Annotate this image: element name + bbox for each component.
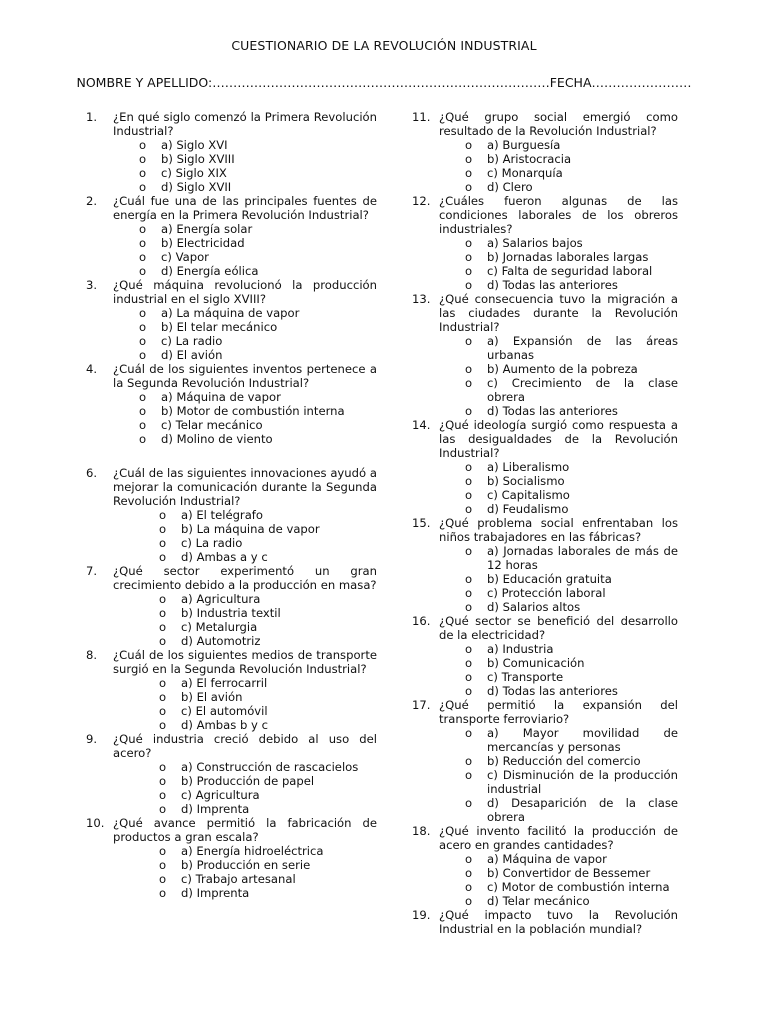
question-item	[412, 908, 678, 936]
bullet-icon: o	[159, 858, 167, 872]
bullet-icon: o	[139, 306, 147, 320]
answer-option	[439, 586, 678, 600]
option-text: c) Transporte	[487, 670, 564, 684]
bullet-icon: o	[465, 880, 473, 894]
option-text: a) La máquina de vapor	[161, 306, 300, 320]
question-text: ¿Qué impacto tuvo la Revolución Industrial en la población mundial?	[439, 908, 678, 936]
option-text: d) Imprenta	[181, 886, 250, 900]
answer-option	[113, 634, 377, 648]
answer-option	[113, 306, 377, 320]
answer-option	[439, 502, 678, 516]
option-text: d) Automotriz	[181, 634, 261, 648]
answer-option	[439, 880, 678, 894]
question-number: 14.	[412, 418, 431, 432]
bullet-icon: o	[139, 432, 147, 446]
option-text: d) Telar mecánico	[487, 894, 590, 908]
option-text: a) Máquina de vapor	[161, 390, 281, 404]
question-text: ¿Cuál de los siguientes inventos pertenece a la Segunda Revolución Industrial?	[113, 362, 377, 390]
bullet-icon: o	[465, 894, 473, 908]
bullet-icon: o	[159, 592, 167, 606]
answer-options	[439, 334, 678, 418]
name-date-line: NOMBRE Y APELLIDO:………………………………………………………………………FECHA……………………	[76, 75, 692, 90]
question-number: 13.	[412, 292, 431, 306]
answer-option	[113, 844, 377, 858]
answer-option	[439, 250, 678, 264]
question-text: ¿Qué problema social enfrentaban los niños trabajadores en las fábricas?	[439, 516, 678, 544]
question-item	[412, 418, 678, 516]
option-text: c) Disminución de la producción industrial	[487, 768, 678, 796]
question-item	[412, 614, 678, 698]
option-text: b) Electricidad	[161, 236, 245, 250]
question-number: 15.	[412, 516, 431, 530]
option-text: c) Vapor	[161, 250, 209, 264]
question-number: 8.	[86, 648, 98, 662]
question-number: 12.	[412, 194, 431, 208]
question-number: 3.	[86, 278, 98, 292]
option-text: a) Máquina de vapor	[487, 852, 607, 866]
answer-option	[113, 718, 377, 732]
question-number: 7.	[86, 564, 98, 578]
option-text: c) La radio	[181, 536, 243, 550]
bullet-icon: o	[139, 180, 147, 194]
question-item	[86, 564, 377, 648]
answer-options	[113, 592, 377, 648]
option-text: d) Todas las anteriores	[487, 684, 618, 698]
answer-options	[439, 642, 678, 698]
question-item	[412, 824, 678, 908]
answer-option	[113, 774, 377, 788]
question-number: 4.	[86, 362, 98, 376]
answer-option	[439, 474, 678, 488]
answer-option	[113, 508, 377, 522]
answer-option	[439, 264, 678, 278]
bullet-icon: o	[159, 704, 167, 718]
option-text: a) Mayor movilidad de mercancías y personas	[487, 726, 678, 754]
option-text: b) Jornadas laborales largas	[487, 250, 649, 264]
option-text: d) Siglo XVII	[161, 180, 232, 194]
option-text: a) Expansión de las áreas urbanas	[487, 334, 678, 362]
bullet-icon: o	[465, 278, 473, 292]
answer-option	[113, 788, 377, 802]
answer-option	[113, 606, 377, 620]
left-question-column	[86, 110, 377, 900]
answer-options	[113, 760, 377, 816]
question-item	[86, 816, 377, 900]
option-text: a) Liberalismo	[487, 460, 570, 474]
answer-option	[439, 572, 678, 586]
question-item	[86, 732, 377, 816]
answer-option	[113, 872, 377, 886]
bullet-icon: o	[465, 642, 473, 656]
option-text: d) Todas las anteriores	[487, 278, 618, 292]
option-text: b) Producción en serie	[181, 858, 311, 872]
option-text: d) Molino de viento	[161, 432, 273, 446]
bullet-icon: o	[465, 264, 473, 278]
answer-options	[439, 852, 678, 908]
option-text: a) Industria	[487, 642, 554, 656]
option-text: d) Desaparición de la clase obrera	[487, 796, 678, 824]
bullet-icon: o	[465, 572, 473, 586]
answer-option	[113, 404, 377, 418]
answer-option	[439, 166, 678, 180]
bullet-icon: o	[465, 404, 473, 418]
answer-option	[439, 866, 678, 880]
bullet-icon: o	[139, 418, 147, 432]
option-text: b) Socialismo	[487, 474, 565, 488]
answer-option	[113, 152, 377, 166]
question-item	[86, 648, 377, 732]
answer-option	[113, 760, 377, 774]
answer-option	[439, 600, 678, 614]
answer-option	[113, 180, 377, 194]
option-text: c) La radio	[161, 334, 223, 348]
bullet-icon: o	[139, 264, 147, 278]
option-text: b) Siglo XVIII	[161, 152, 235, 166]
answer-option	[439, 684, 678, 698]
answer-option	[439, 544, 678, 572]
option-text: d) El avión	[161, 348, 223, 362]
answer-option	[439, 138, 678, 152]
answer-option	[113, 264, 377, 278]
answer-option	[113, 550, 377, 564]
option-text: c) Crecimiento de la clase obrera	[487, 376, 678, 404]
bullet-icon: o	[465, 670, 473, 684]
option-text: b) Aristocracia	[487, 152, 572, 166]
bullet-icon: o	[465, 544, 473, 558]
bullet-icon: o	[465, 166, 473, 180]
answer-option	[113, 222, 377, 236]
bullet-icon: o	[159, 886, 167, 900]
question-text: ¿Cuál fue una de las principales fuentes de energía en la Primera Revolución Industrial?	[113, 194, 377, 222]
option-text: a) Agricultura	[181, 592, 261, 606]
answer-option	[113, 886, 377, 900]
option-text: a) Salarios bajos	[487, 236, 583, 250]
question-text: ¿En qué siglo comenzó la Primera Revolución Industrial?	[113, 110, 377, 138]
option-text: a) Energía hidroeléctrica	[181, 844, 324, 858]
answer-option	[113, 690, 377, 704]
answer-option	[113, 348, 377, 362]
bullet-icon: o	[465, 796, 473, 810]
bullet-icon: o	[465, 460, 473, 474]
answer-option	[113, 802, 377, 816]
answer-option	[439, 180, 678, 194]
page-title: CUESTIONARIO DE LA REVOLUCIÓN INDUSTRIAL	[231, 38, 537, 53]
answer-option	[439, 726, 678, 754]
answer-option	[439, 894, 678, 908]
answer-option	[113, 676, 377, 690]
question-text: ¿Qué grupo social emergió como resultado de la Revolución Industrial?	[439, 110, 678, 138]
bullet-icon: o	[159, 690, 167, 704]
bullet-icon: o	[465, 334, 473, 348]
option-text: b) Industria textil	[181, 606, 281, 620]
answer-option	[439, 404, 678, 418]
bullet-icon: o	[139, 390, 147, 404]
answer-option	[113, 592, 377, 606]
question-item	[412, 516, 678, 614]
option-text: a) Energía solar	[161, 222, 253, 236]
bullet-icon: o	[139, 320, 147, 334]
answer-option	[113, 236, 377, 250]
bullet-icon: o	[159, 872, 167, 886]
question-text: ¿Qué avance permitió la fabricación de productos a gran escala?	[113, 816, 377, 844]
answer-option	[113, 432, 377, 446]
bullet-icon: o	[159, 676, 167, 690]
question-number: 17.	[412, 698, 431, 712]
answer-option	[439, 796, 678, 824]
answer-option	[113, 858, 377, 872]
bullet-icon: o	[465, 684, 473, 698]
question-text: ¿Qué ideología surgió como respuesta a las desigualdades de la Revolución Industrial?	[439, 418, 678, 460]
bullet-icon: o	[159, 788, 167, 802]
option-text: a) Construcción de rascacielos	[181, 760, 359, 774]
question-item	[412, 698, 678, 824]
question-text: ¿Qué sector experimentó un gran crecimiento debido a la producción en masa?	[113, 564, 377, 592]
question-item	[412, 194, 678, 292]
option-text: b) Motor de combustión interna	[161, 404, 345, 418]
bullet-icon: o	[465, 600, 473, 614]
option-text: c) Protección laboral	[487, 586, 606, 600]
bullet-icon: o	[139, 138, 147, 152]
answer-option	[439, 670, 678, 684]
bullet-icon: o	[465, 656, 473, 670]
option-text: b) Educación gratuita	[487, 572, 612, 586]
answer-option	[439, 278, 678, 292]
answer-option	[113, 390, 377, 404]
option-text: a) El telégrafo	[181, 508, 263, 522]
answer-option	[113, 522, 377, 536]
bullet-icon: o	[159, 522, 167, 536]
question-text: ¿Qué permitió la expansión del transporte ferroviario?	[439, 698, 678, 726]
bullet-icon: o	[139, 334, 147, 348]
bullet-icon: o	[465, 250, 473, 264]
bullet-icon: o	[465, 586, 473, 600]
question-number: 2.	[86, 194, 98, 208]
option-text: c) Falta de seguridad laboral	[487, 264, 653, 278]
bullet-icon: o	[159, 606, 167, 620]
option-text: c) Telar mecánico	[161, 418, 263, 432]
answer-options	[113, 306, 377, 362]
answer-option	[113, 250, 377, 264]
option-text: b) La máquina de vapor	[181, 522, 320, 536]
question-item	[86, 466, 377, 564]
question-number: 9.	[86, 732, 98, 746]
answer-option	[439, 754, 678, 768]
question-number: 1.	[86, 110, 98, 124]
bullet-icon: o	[139, 348, 147, 362]
bullet-icon: o	[465, 852, 473, 866]
bullet-icon: o	[159, 774, 167, 788]
option-text: a) El ferrocarril	[181, 676, 268, 690]
bullet-icon: o	[465, 768, 473, 782]
option-text: b) El telar mecánico	[161, 320, 278, 334]
bullet-icon: o	[139, 166, 147, 180]
option-text: d) Energía eólica	[161, 264, 259, 278]
bullet-icon: o	[465, 488, 473, 502]
answer-options	[113, 222, 377, 278]
option-text: d) Ambas a y c	[181, 550, 268, 564]
question-number: 19.	[412, 908, 431, 922]
bullet-icon: o	[465, 152, 473, 166]
option-text: a) Burguesía	[487, 138, 561, 152]
answer-option	[439, 362, 678, 376]
bullet-icon: o	[159, 844, 167, 858]
option-text: b) El avión	[181, 690, 243, 704]
right-question-column	[412, 110, 678, 936]
option-text: d) Ambas b y c	[181, 718, 268, 732]
answer-option	[113, 704, 377, 718]
bullet-icon: o	[159, 718, 167, 732]
answer-options	[113, 844, 377, 900]
bullet-icon: o	[159, 536, 167, 550]
bullet-icon: o	[465, 138, 473, 152]
answer-option	[113, 620, 377, 634]
bullet-icon: o	[159, 802, 167, 816]
answer-option	[439, 488, 678, 502]
question-number: 16.	[412, 614, 431, 628]
option-text: b) Aumento de la pobreza	[487, 362, 638, 376]
option-text: a) Siglo XVI	[161, 138, 228, 152]
answer-option	[113, 166, 377, 180]
question-item	[86, 194, 377, 278]
option-text: b) Producción de papel	[181, 774, 315, 788]
bullet-icon: o	[159, 634, 167, 648]
bullet-icon: o	[139, 404, 147, 418]
bullet-icon: o	[465, 474, 473, 488]
option-text: d) Todas las anteriores	[487, 404, 618, 418]
bullet-icon: o	[465, 866, 473, 880]
bullet-icon: o	[159, 508, 167, 522]
answer-option	[439, 768, 678, 796]
answer-options	[439, 726, 678, 824]
option-text: a) Jornadas laborales de más de 12 horas	[487, 544, 678, 572]
option-text: c) Metalurgia	[181, 620, 258, 634]
answer-option	[113, 418, 377, 432]
bullet-icon: o	[465, 362, 473, 376]
option-text: c) Capitalismo	[487, 488, 570, 502]
answer-options	[113, 390, 377, 446]
option-text: c) Motor de combustión interna	[487, 880, 670, 894]
bullet-icon: o	[139, 236, 147, 250]
answer-options	[113, 138, 377, 194]
bullet-icon: o	[159, 760, 167, 774]
answer-option	[113, 536, 377, 550]
bullet-icon: o	[465, 236, 473, 250]
answer-options	[439, 236, 678, 292]
bullet-icon: o	[159, 550, 167, 564]
option-text: c) El automóvil	[181, 704, 268, 718]
answer-option	[113, 334, 377, 348]
option-text: c) Agricultura	[181, 788, 260, 802]
answer-options	[439, 544, 678, 614]
bullet-icon: o	[465, 726, 473, 740]
answer-option	[439, 236, 678, 250]
bullet-icon: o	[139, 250, 147, 264]
answer-option	[439, 642, 678, 656]
bullet-icon: o	[465, 754, 473, 768]
option-text: b) Convertidor de Bessemer	[487, 866, 651, 880]
bullet-icon: o	[465, 180, 473, 194]
question-item	[412, 292, 678, 418]
answer-option	[439, 376, 678, 404]
question-text: ¿Qué invento facilitó la producción de acero en grandes cantidades?	[439, 824, 678, 852]
answer-option	[439, 656, 678, 670]
question-text: ¿Qué industria creció debido al uso del acero?	[113, 732, 377, 760]
option-text: d) Clero	[487, 180, 533, 194]
answer-option	[439, 152, 678, 166]
option-text: d) Feudalismo	[487, 502, 569, 516]
bullet-icon: o	[159, 620, 167, 634]
answer-option	[439, 460, 678, 474]
blank-spacer	[86, 446, 377, 466]
question-text: ¿Qué consecuencia tuvo la migración a las ciudades durante la Revolución Industrial?	[439, 292, 678, 334]
bullet-icon: o	[139, 152, 147, 166]
option-text: d) Salarios altos	[487, 600, 581, 614]
question-text: ¿Cuál de los siguientes medios de transporte surgió en la Segunda Revolución Industrial?	[113, 648, 377, 676]
question-text: ¿Cuál de las siguientes innovaciones ayudó a mejorar la comunicación durante la Segunda Revolución Industrial?	[113, 466, 377, 508]
bullet-icon: o	[139, 222, 147, 236]
question-item	[86, 278, 377, 362]
option-text: b) Reducción del comercio	[487, 754, 641, 768]
answer-options	[113, 508, 377, 564]
option-text: c) Siglo XIX	[161, 166, 227, 180]
option-text: b) Comunicación	[487, 656, 585, 670]
bullet-icon: o	[465, 502, 473, 516]
answer-options	[113, 676, 377, 732]
option-text: c) Monarquía	[487, 166, 563, 180]
option-text: c) Trabajo artesanal	[181, 872, 296, 886]
answer-option	[113, 320, 377, 334]
option-text: d) Imprenta	[181, 802, 250, 816]
question-text: ¿Qué máquina revolucionó la producción industrial en el siglo XVIII?	[113, 278, 377, 306]
question-text: ¿Cuáles fueron algunas de las condiciones laborales de los obreros industriales?	[439, 194, 678, 236]
answer-option	[439, 852, 678, 866]
answer-options	[439, 138, 678, 194]
question-item	[86, 362, 377, 446]
question-number: 6.	[86, 466, 98, 480]
question-text: ¿Qué sector se benefició del desarrollo de la electricidad?	[439, 614, 678, 642]
question-item	[86, 110, 377, 194]
question-number: 18.	[412, 824, 431, 838]
question-number: 11.	[412, 110, 431, 124]
question-number: 10.	[86, 816, 105, 830]
answer-option	[439, 334, 678, 362]
answer-option	[113, 138, 377, 152]
bullet-icon: o	[465, 376, 473, 390]
question-item	[412, 110, 678, 194]
answer-options	[439, 460, 678, 516]
